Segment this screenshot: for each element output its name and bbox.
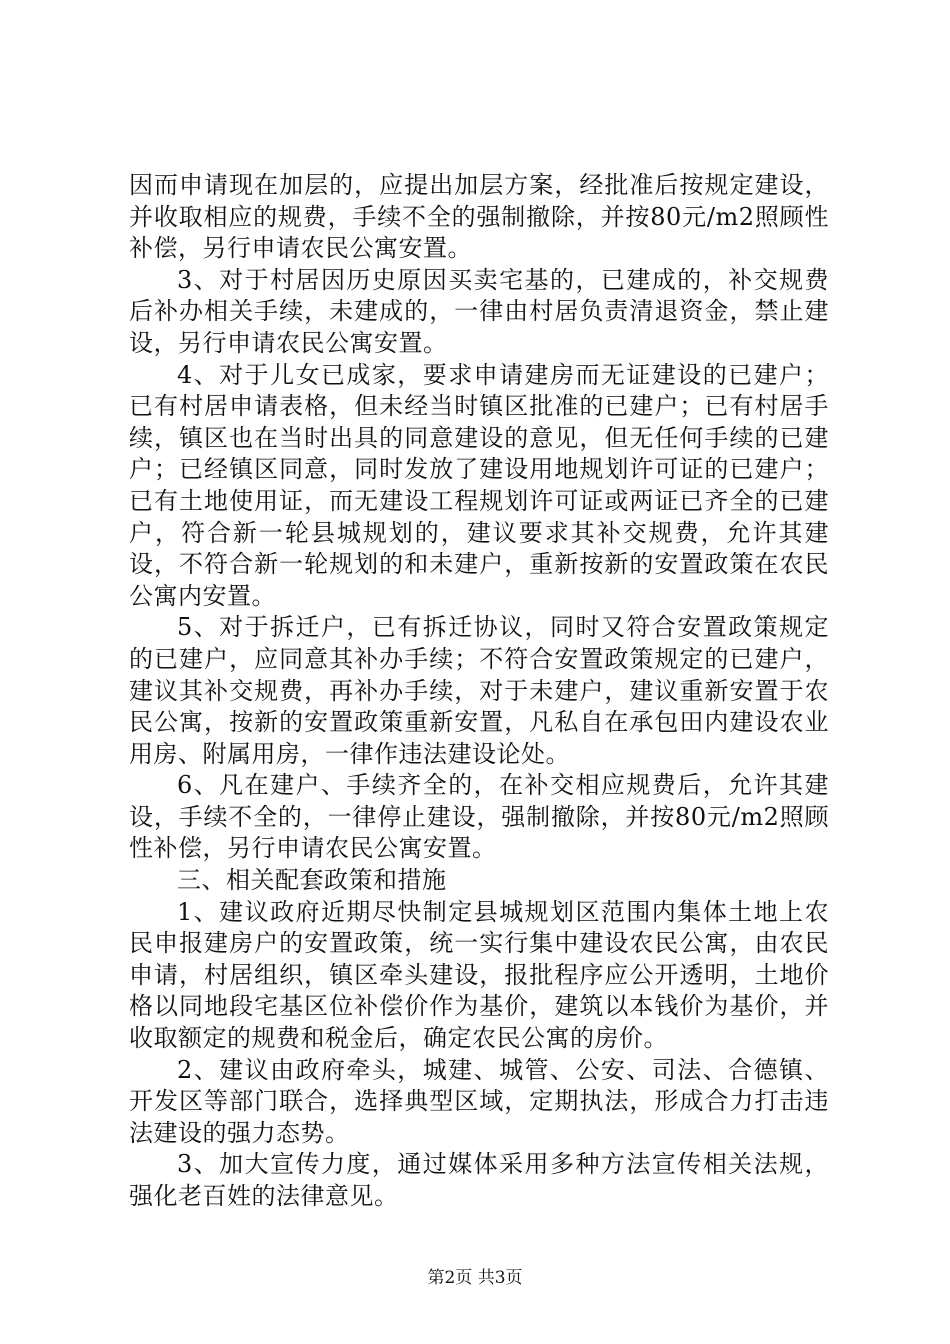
paragraph-item-4: 4、对于儿女已成家，要求申请建房而无证建设的已建户；已有村居申请表格，但未经当时镇区批准的已建户；已有村居手续，镇区也在当时出具的同意建设的意见，但无任何手续的已建户；已经镇区同意，同时发放了建设用地规划许可证的已建户；已有土地使用证，而无建设工程规划许可证或两证已齐全的已建户，符合新一轮县城规划的，建议要求其补交规费，允许其建设，不符合新一轮规划的和未建户，重新按新的安置政策在农民公寓内安置。 [129, 360, 829, 610]
page-number-footer: 第2页 共3页 [427, 1268, 523, 1288]
document-body [129, 170, 829, 1213]
paragraph-item-6: 6、凡在建户、手续齐全的，在补交相应规费后，允许其建设，手续不全的，一律停止建设，强制撤除，并按80元/m2照顾性补偿，另行申请农民公寓安置。 [129, 771, 829, 863]
paragraph-item-5: 5、对于拆迁户，已有拆迁协议，同时又符合安置政策规定的已建户，应同意其补办手续；不符合安置政策规定的已建户，建议其补交规费，再补办手续，对于未建户，建议重新安置于农民公寓，按新的安置政策重新安置，凡私自在承包田内建设农业用房、附属用房，一律作违法建设论处。 [129, 613, 829, 768]
paragraph-continuation: 因而申请现在加层的，应提出加层方案，经批准后按规定建设，并收取相应的规费，手续不全的强制撤除，并按80元/m2照顾性补偿，另行申请农民公寓安置。 [129, 171, 829, 263]
paragraph-measure-2: 2、建议由政府牵头，城建、城管、公安、司法、合德镇、开发区等部门联合，选择典型区域，定期执法，形成合力打击违法建设的强力态势。 [129, 1055, 829, 1147]
paragraph-measure-3: 3、加大宣传力度，通过媒体采用多种方法宣传相关法规，强化老百姓的法律意见。 [129, 1150, 829, 1210]
section-heading-3: 三、相关配套政策和措施 [177, 866, 447, 895]
paragraph-measure-1: 1、建议政府近期尽快制定县城规划区范围内集体土地上农民申报建房户的安置政策，统一实行集中建设农民公寓，由农民申请，村居组织，镇区牵头建设，报批程序应公开透明，土地价格以同地段宅基区位补偿价作为基价，建筑以本钱价为基价，并收取额定的规费和税金后，确定农民公寓的房价。 [129, 897, 829, 1053]
paragraph-item-3: 3、对于村居因历史原因买卖宅基的，已建成的，补交规费后补办相关手续，未建成的，一律由村居负责清退资金，禁止建设，另行申请农民公寓安置。 [129, 265, 829, 357]
